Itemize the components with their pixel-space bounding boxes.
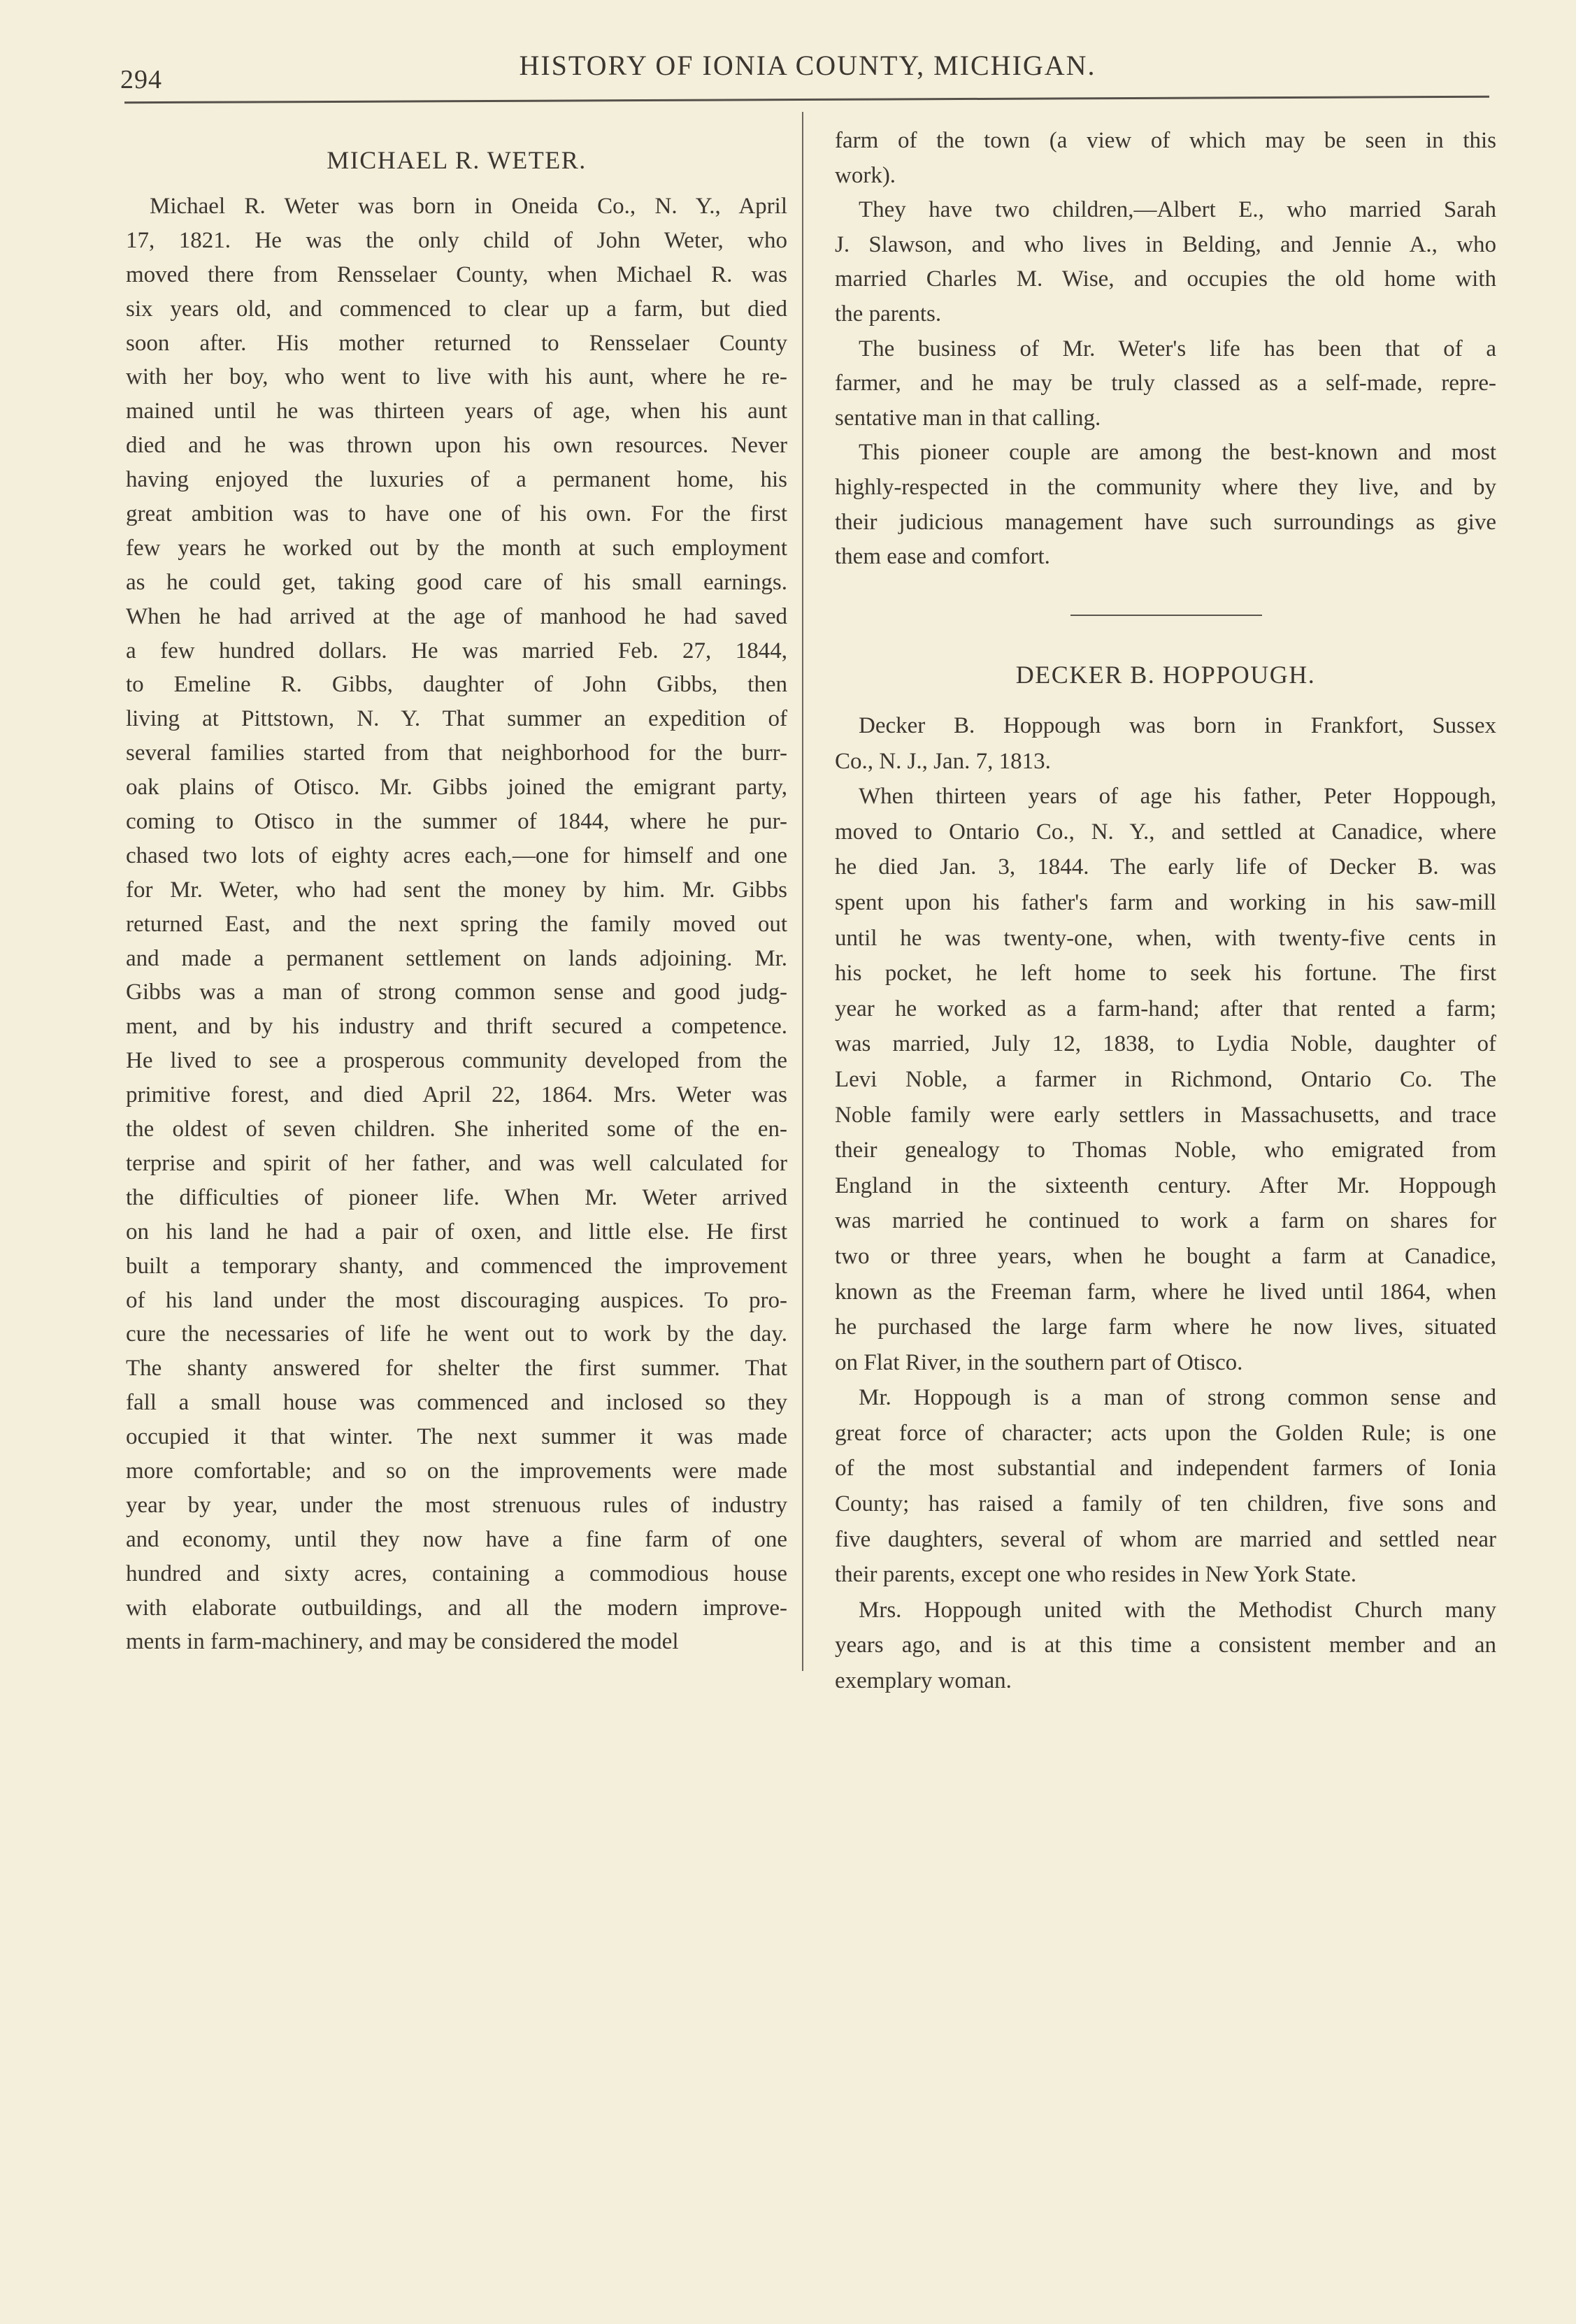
text-line: known as the Freeman farm, where he lived until 1864, when <box>835 1279 1496 1305</box>
paragraph <box>835 779 1496 1380</box>
text-line: sentative man in that calling. <box>835 405 1101 431</box>
text-line: their parents, except one who resides in New York State. <box>835 1562 1356 1588</box>
text-line: married Charles M. Wise, and occupies the old home with <box>835 266 1496 292</box>
text-line: died and he was thrown upon his own resources. Never <box>126 433 787 459</box>
text-line: was married, July 12, 1838, to Lydia Noble, daughter of <box>835 1031 1496 1057</box>
paragraph <box>835 124 1496 193</box>
text-line: ment, and by his industry and thrift secured a competence. <box>126 1014 787 1040</box>
text-line: This pioneer couple are among the best-known and most <box>859 440 1496 466</box>
text-line: moved there from Rensselaer County, when Michael R. was <box>126 261 787 287</box>
text-line: farmer, and he may be truly classed as a self-made, repre- <box>835 371 1496 396</box>
text-line: the parents. <box>835 301 942 327</box>
column-divider <box>802 112 803 1671</box>
text-line: moved to Ontario Co., N. Y., and settled at Canadice, where <box>835 819 1496 845</box>
text-line: of the most substantial and independent farmers of Ionia <box>835 1456 1496 1482</box>
text-line: work). <box>835 162 896 188</box>
text-line: The business of Mr. Weter's life has been that of a <box>859 336 1496 361</box>
text-line: oak plains of Otisco. Mr. Gibbs joined the emigrant party, <box>126 775 787 801</box>
text-line: years ago, and is at this time a consistent member and an <box>835 1633 1496 1658</box>
text-line: for Mr. Weter, who had sent the money by him. Mr. Gibbs <box>126 877 787 903</box>
text-line: primitive forest, and died April 22, 1864. Mrs. Weter was <box>126 1082 787 1108</box>
text-line: Michael R. Weter was born in Oneida Co., N. Y., April <box>150 194 787 219</box>
paragraph <box>835 708 1496 779</box>
right-column-body <box>835 708 1496 1699</box>
text-line: occupied it that winter. The next summer it was made <box>126 1424 787 1450</box>
paragraph <box>126 189 787 1659</box>
text-line: soon after. His mother returned to Rensselaer County <box>126 330 787 356</box>
text-line: coming to Otisco in the summer of 1844, where he pur- <box>126 809 787 835</box>
paragraph <box>835 436 1496 574</box>
paragraph <box>835 193 1496 331</box>
text-line: great force of character; acts upon the Golden Rule; is one <box>835 1420 1496 1446</box>
paragraph <box>835 1380 1496 1593</box>
text-line: great ambition was to have one of his own. For the first <box>126 501 787 527</box>
text-line: with elaborate outbuildings, and all the modern improve- <box>126 1595 787 1621</box>
text-line: He lived to see a prosperous community developed from the <box>126 1048 787 1074</box>
text-line: and made a permanent settlement on lands adjoining. Mr. <box>126 945 787 971</box>
text-line: farm of the town (a view of which may be seen in this <box>835 128 1496 153</box>
text-line: Co., N. J., Jan. 7, 1813. <box>835 748 1051 774</box>
text-line: with her boy, who went to live with his aunt, where he re- <box>126 364 787 390</box>
text-line: When thirteen years of age his father, Peter Hoppough, <box>859 784 1496 810</box>
text-line: chased two lots of eighty acres each,—one for himself and one <box>126 842 787 868</box>
text-line: a few hundred dollars. He was married Feb. 27, 1844, <box>126 638 787 664</box>
left-column-body <box>126 189 787 1659</box>
text-line: Mrs. Hoppough united with the Methodist Church many <box>859 1597 1496 1623</box>
text-line: They have two children,—Albert E., who married Sarah <box>859 197 1496 223</box>
header-rule <box>124 96 1489 104</box>
text-line: ments in farm-machinery, and may be considered the model <box>126 1629 679 1655</box>
text-line: J. Slawson, and who lives in Belding, and Jennie A., who <box>835 231 1496 257</box>
text-line: several families started from that neighborhood for the burr- <box>126 740 787 766</box>
text-line: five daughters, several of whom are married and settled near <box>835 1526 1496 1552</box>
paragraph <box>835 332 1496 436</box>
text-line: fall a small house was commenced and inclosed so they <box>126 1390 787 1416</box>
text-line: was married he continued to work a farm on shares for <box>835 1208 1496 1234</box>
text-line: six years old, and commenced to clear up a farm, but died <box>126 296 787 322</box>
text-line: he died Jan. 3, 1844. The early life of Decker B. was <box>835 854 1496 880</box>
text-line: living at Pittstown, N. Y. That summer an expedition of <box>126 706 787 732</box>
text-line: built a temporary shanty, and commenced the improvement <box>126 1253 787 1279</box>
section-title-decker-hoppough: DECKER B. HOPPOUGH. <box>1015 661 1316 689</box>
text-line: year by year, under the most strenuous rules of industry <box>126 1492 787 1518</box>
text-line: until he was twenty-one, when, with twenty-five cents in <box>835 925 1496 951</box>
section-separator-rule <box>1070 615 1262 616</box>
text-line: them ease and comfort. <box>835 544 1050 570</box>
text-line: few years he worked out by the month at such employment <box>126 535 787 561</box>
text-line: The shanty answered for shelter the first summer. That <box>126 1356 787 1382</box>
text-line: returned East, and the next spring the family moved out <box>126 911 787 937</box>
text-line: cure the necessaries of life he went out to work by the day. <box>126 1321 787 1347</box>
text-line: Mr. Hoppough is a man of strong common sense and <box>859 1385 1496 1411</box>
text-line: more comfortable; and so on the improvements were made <box>126 1458 787 1484</box>
text-line: County; has raised a family of ten children, five sons and <box>835 1491 1496 1517</box>
text-line: of his land under the most discouraging auspices. To pro- <box>126 1287 787 1313</box>
page-number: 294 <box>120 65 162 94</box>
section-title-michael-weter: MICHAEL R. WETER. <box>327 146 587 174</box>
text-line: on his land he had a pair of oxen, and little else. He first <box>126 1219 787 1245</box>
text-line: hundred and sixty acres, containing a commodious house <box>126 1561 787 1586</box>
text-line: on Flat River, in the southern part of Otisco. <box>835 1349 1243 1375</box>
text-line: their genealogy to Thomas Noble, who emigrated from <box>835 1138 1496 1163</box>
text-line: to Emeline R. Gibbs, daughter of John Gibbs, then <box>126 672 787 698</box>
text-line: his pocket, he left home to seek his fortune. The first <box>835 961 1496 987</box>
text-line: having enjoyed the luxuries of a permanent home, his <box>126 467 787 493</box>
text-line: as he could get, taking good care of his small earnings. <box>126 569 787 595</box>
text-line: terprise and spirit of her father, and was well calculated for <box>126 1150 787 1176</box>
text-line: Levi Noble, a farmer in Richmond, Ontario Co. The <box>835 1066 1496 1092</box>
text-line: Decker B. Hoppough was born in Frankfort, Sussex <box>859 713 1496 738</box>
text-line: two or three years, when he bought a farm at Canadice, <box>835 1243 1496 1269</box>
text-line: England in the sixteenth century. After Mr. Hoppough <box>835 1172 1496 1198</box>
text-line: spent upon his father's farm and working in his saw-mill <box>835 889 1496 915</box>
right-column-continuation <box>835 124 1496 575</box>
text-line: When he had arrived at the age of manhood he had saved <box>126 603 787 629</box>
running-title: HISTORY OF IONIA COUNTY, MICHIGAN. <box>519 50 1096 81</box>
text-line: Noble family were early settlers in Massachusetts, and trace <box>835 1102 1496 1128</box>
text-line: exemplary woman. <box>835 1668 1012 1694</box>
text-line: the oldest of seven children. She inherited some of the en- <box>126 1117 787 1142</box>
text-line: the difficulties of pioneer life. When Mr. Weter arrived <box>126 1184 787 1210</box>
text-line: year he worked as a farm-hand; after that rented a farm; <box>835 996 1496 1021</box>
paragraph <box>835 1593 1496 1699</box>
text-line: Gibbs was a man of strong common sense and good judg- <box>126 980 787 1005</box>
text-line: highly-respected in the community where they live, and by <box>835 474 1496 500</box>
text-line: their judicious management have such surroundings as give <box>835 509 1496 535</box>
text-line: 17, 1821. He was the only child of John Weter, who <box>126 227 787 253</box>
text-line: mained until he was thirteen years of age, when his aunt <box>126 399 787 424</box>
text-line: he purchased the large farm where he now lives, situated <box>835 1314 1496 1340</box>
text-line: and economy, until they now have a fine farm of one <box>126 1526 787 1552</box>
